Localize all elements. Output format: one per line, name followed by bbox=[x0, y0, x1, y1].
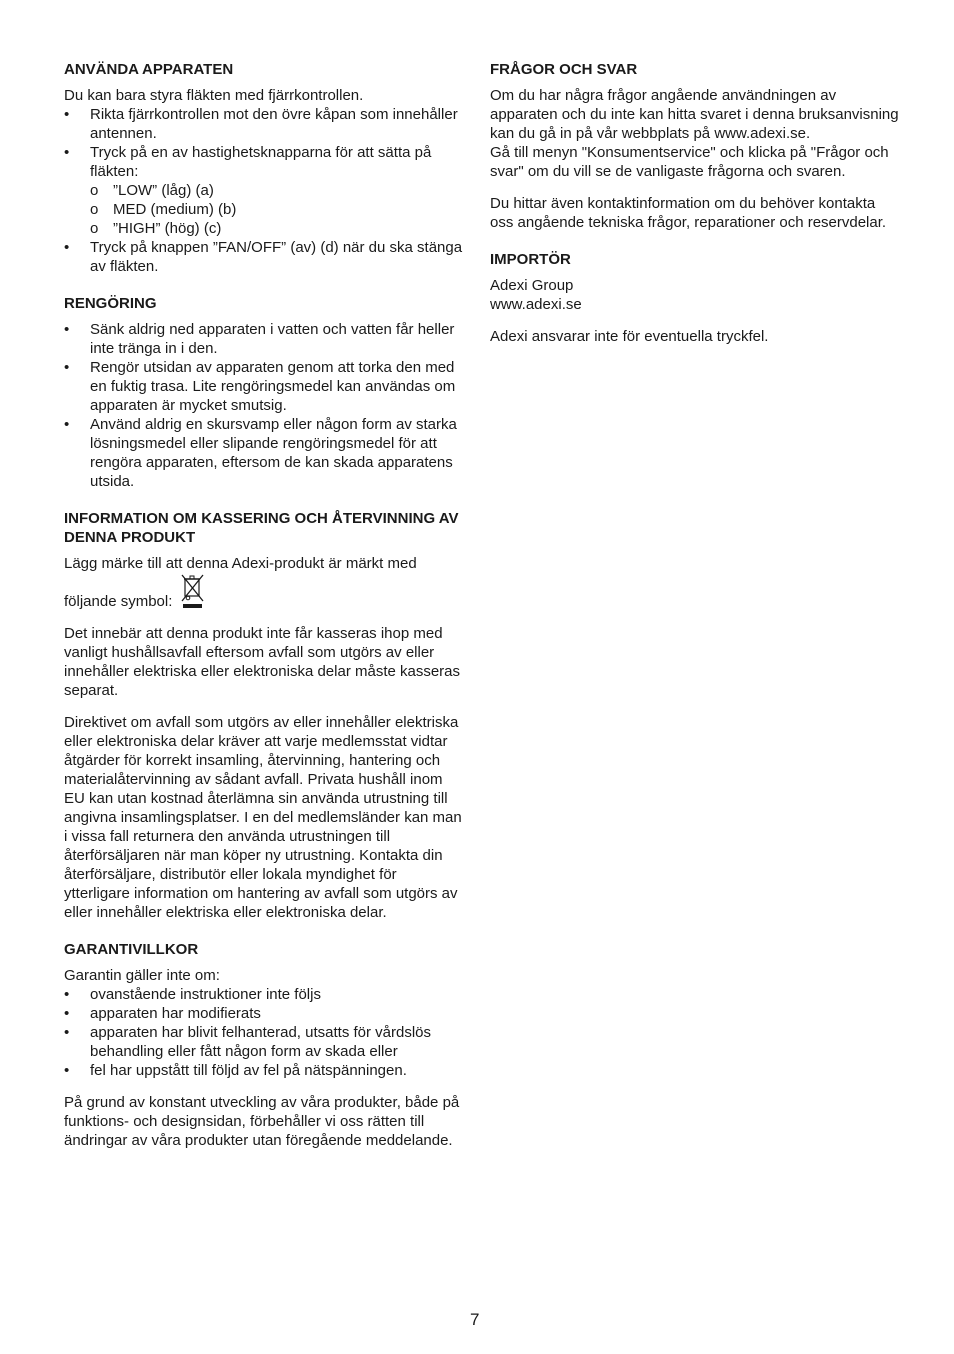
paragraph: Du kan bara styra fläkten med fjärrkontrollen. bbox=[64, 87, 364, 104]
bullet-list bbox=[64, 320, 464, 491]
paragraph: På grund av konstant utveckling av våra produkter, både på funktions- och designsidan, förbehåller vi oss rätten till ändringar av våra produkter utan föregående meddelande. bbox=[64, 1094, 460, 1149]
list-item bbox=[64, 143, 464, 238]
bullet-list bbox=[64, 985, 464, 1080]
list-item: • Rengör utsidan av apparaten genom att torka den med en fuktig trasa. Lite rengöringsmedel kan användas om apparaten är mycket smutsig. bbox=[64, 358, 464, 415]
list-item: • apparaten har modifierats bbox=[64, 1004, 464, 1023]
paragraph: följande symbol: bbox=[64, 593, 173, 610]
list-item: o ”LOW” (låg) (a) bbox=[90, 181, 464, 200]
website: www.adexi.se bbox=[490, 296, 582, 313]
list-item: • Använd aldrig en skursvamp eller någon form av starka lösningsmedel eller slipande rengöringsmedel för att rengöra apparaten, eftersom de kan skada apparatens utsida. bbox=[64, 415, 464, 491]
crossed-out-wheelie-bin-icon bbox=[180, 573, 206, 609]
paragraph: Du hittar även kontaktinformation om du behöver kontakta oss angående tekniska frågor, reparationer och reservdelar. bbox=[490, 195, 887, 231]
paragraph: Gå till menyn "Konsumentservice" och klicka på "Frågor och svar" om du vill se de vanligaste frågorna och svaren. bbox=[490, 144, 889, 180]
left-column bbox=[64, 60, 464, 1150]
section-title-warranty: GARANTIVILLKOR bbox=[64, 941, 199, 958]
list-item-text: Tryck på en av hastighetsknapparna för att sätta på fläkten: bbox=[90, 144, 432, 180]
list-item: • Rikta fjärrkontrollen mot den övre kåpan som innehåller antennen. bbox=[64, 105, 464, 143]
symbol-line bbox=[64, 573, 464, 611]
paragraph: Lägg märke till att denna Adexi-produkt är märkt med bbox=[64, 555, 417, 572]
paragraph: Direktivet om avfall som utgörs av eller innehåller elektriska eller elektroniska delar kräver att varje medlemsstat vidtar åtgärder för korrekt insamling, återvinning, hantering och materialåtervinning av sådant avfall. Privata hushåll inom EU kan utan kostnad återlämna sin använda utrustning till angivna insamlingsplatser. I en del medlemsländer kan man i vissa fall returnera den använda utrustningen till återförsäljaren när man köper ny utrustning. Kontakta din återförsäljare, distributör eller lokala myndighet för ytterligare information om hantering av avfall som utgörs av eller innehåller elektriska eller elektroniska delar. bbox=[64, 714, 462, 921]
paragraph: Adexi ansvarar inte för eventuella tryckfel. bbox=[490, 328, 769, 345]
speed-list bbox=[90, 181, 464, 238]
section-title-cleaning: RENGÖRING bbox=[64, 295, 157, 312]
right-column bbox=[490, 60, 900, 346]
bullet-list bbox=[64, 105, 464, 276]
section-title-disposal: INFORMATION OM KASSERING OCH ÅTERVINNING AV DENNA PRODUKT bbox=[64, 510, 459, 546]
page-number: 7 bbox=[470, 1310, 480, 1329]
section-title-using: ANVÄNDA APPARATEN bbox=[64, 61, 234, 78]
company-name: Adexi Group bbox=[490, 277, 574, 294]
section-title-faq: FRÅGOR OCH SVAR bbox=[490, 61, 638, 78]
paragraph: Det innebär att denna produkt inte får kasseras ihop med vanligt hushållsavfall eftersom avfall som utgörs av eller innehåller elektriska eller elektroniska delar måste kasseras separat. bbox=[64, 625, 461, 699]
section-title-importer: IMPORTÖR bbox=[490, 251, 571, 268]
list-item: • Sänk aldrig ned apparaten i vatten och vatten får heller inte tränga in i den. bbox=[64, 320, 464, 358]
list-item: • ovanstående instruktioner inte följs bbox=[64, 985, 464, 1004]
list-item: o MED (medium) (b) bbox=[90, 200, 464, 219]
paragraph: Om du har några frågor angående användningen av apparaten och du inte kan hitta svaret i denna bruksanvisning kan du gå in på vår webbplats på www.adexi.se. bbox=[490, 87, 899, 142]
paragraph: Garantin gäller inte om: bbox=[64, 967, 220, 984]
list-item: o ”HIGH” (hög) (c) bbox=[90, 219, 464, 238]
list-item: • Tryck på knappen ”FAN/OFF” (av) (d) när du ska stänga av fläkten. bbox=[64, 238, 464, 276]
list-item: • fel har uppstått till följd av fel på nätspänningen. bbox=[64, 1061, 464, 1080]
list-item: • apparaten har blivit felhanterad, utsatts för vårdslös behandling eller fått någon form av skada eller bbox=[64, 1023, 464, 1061]
